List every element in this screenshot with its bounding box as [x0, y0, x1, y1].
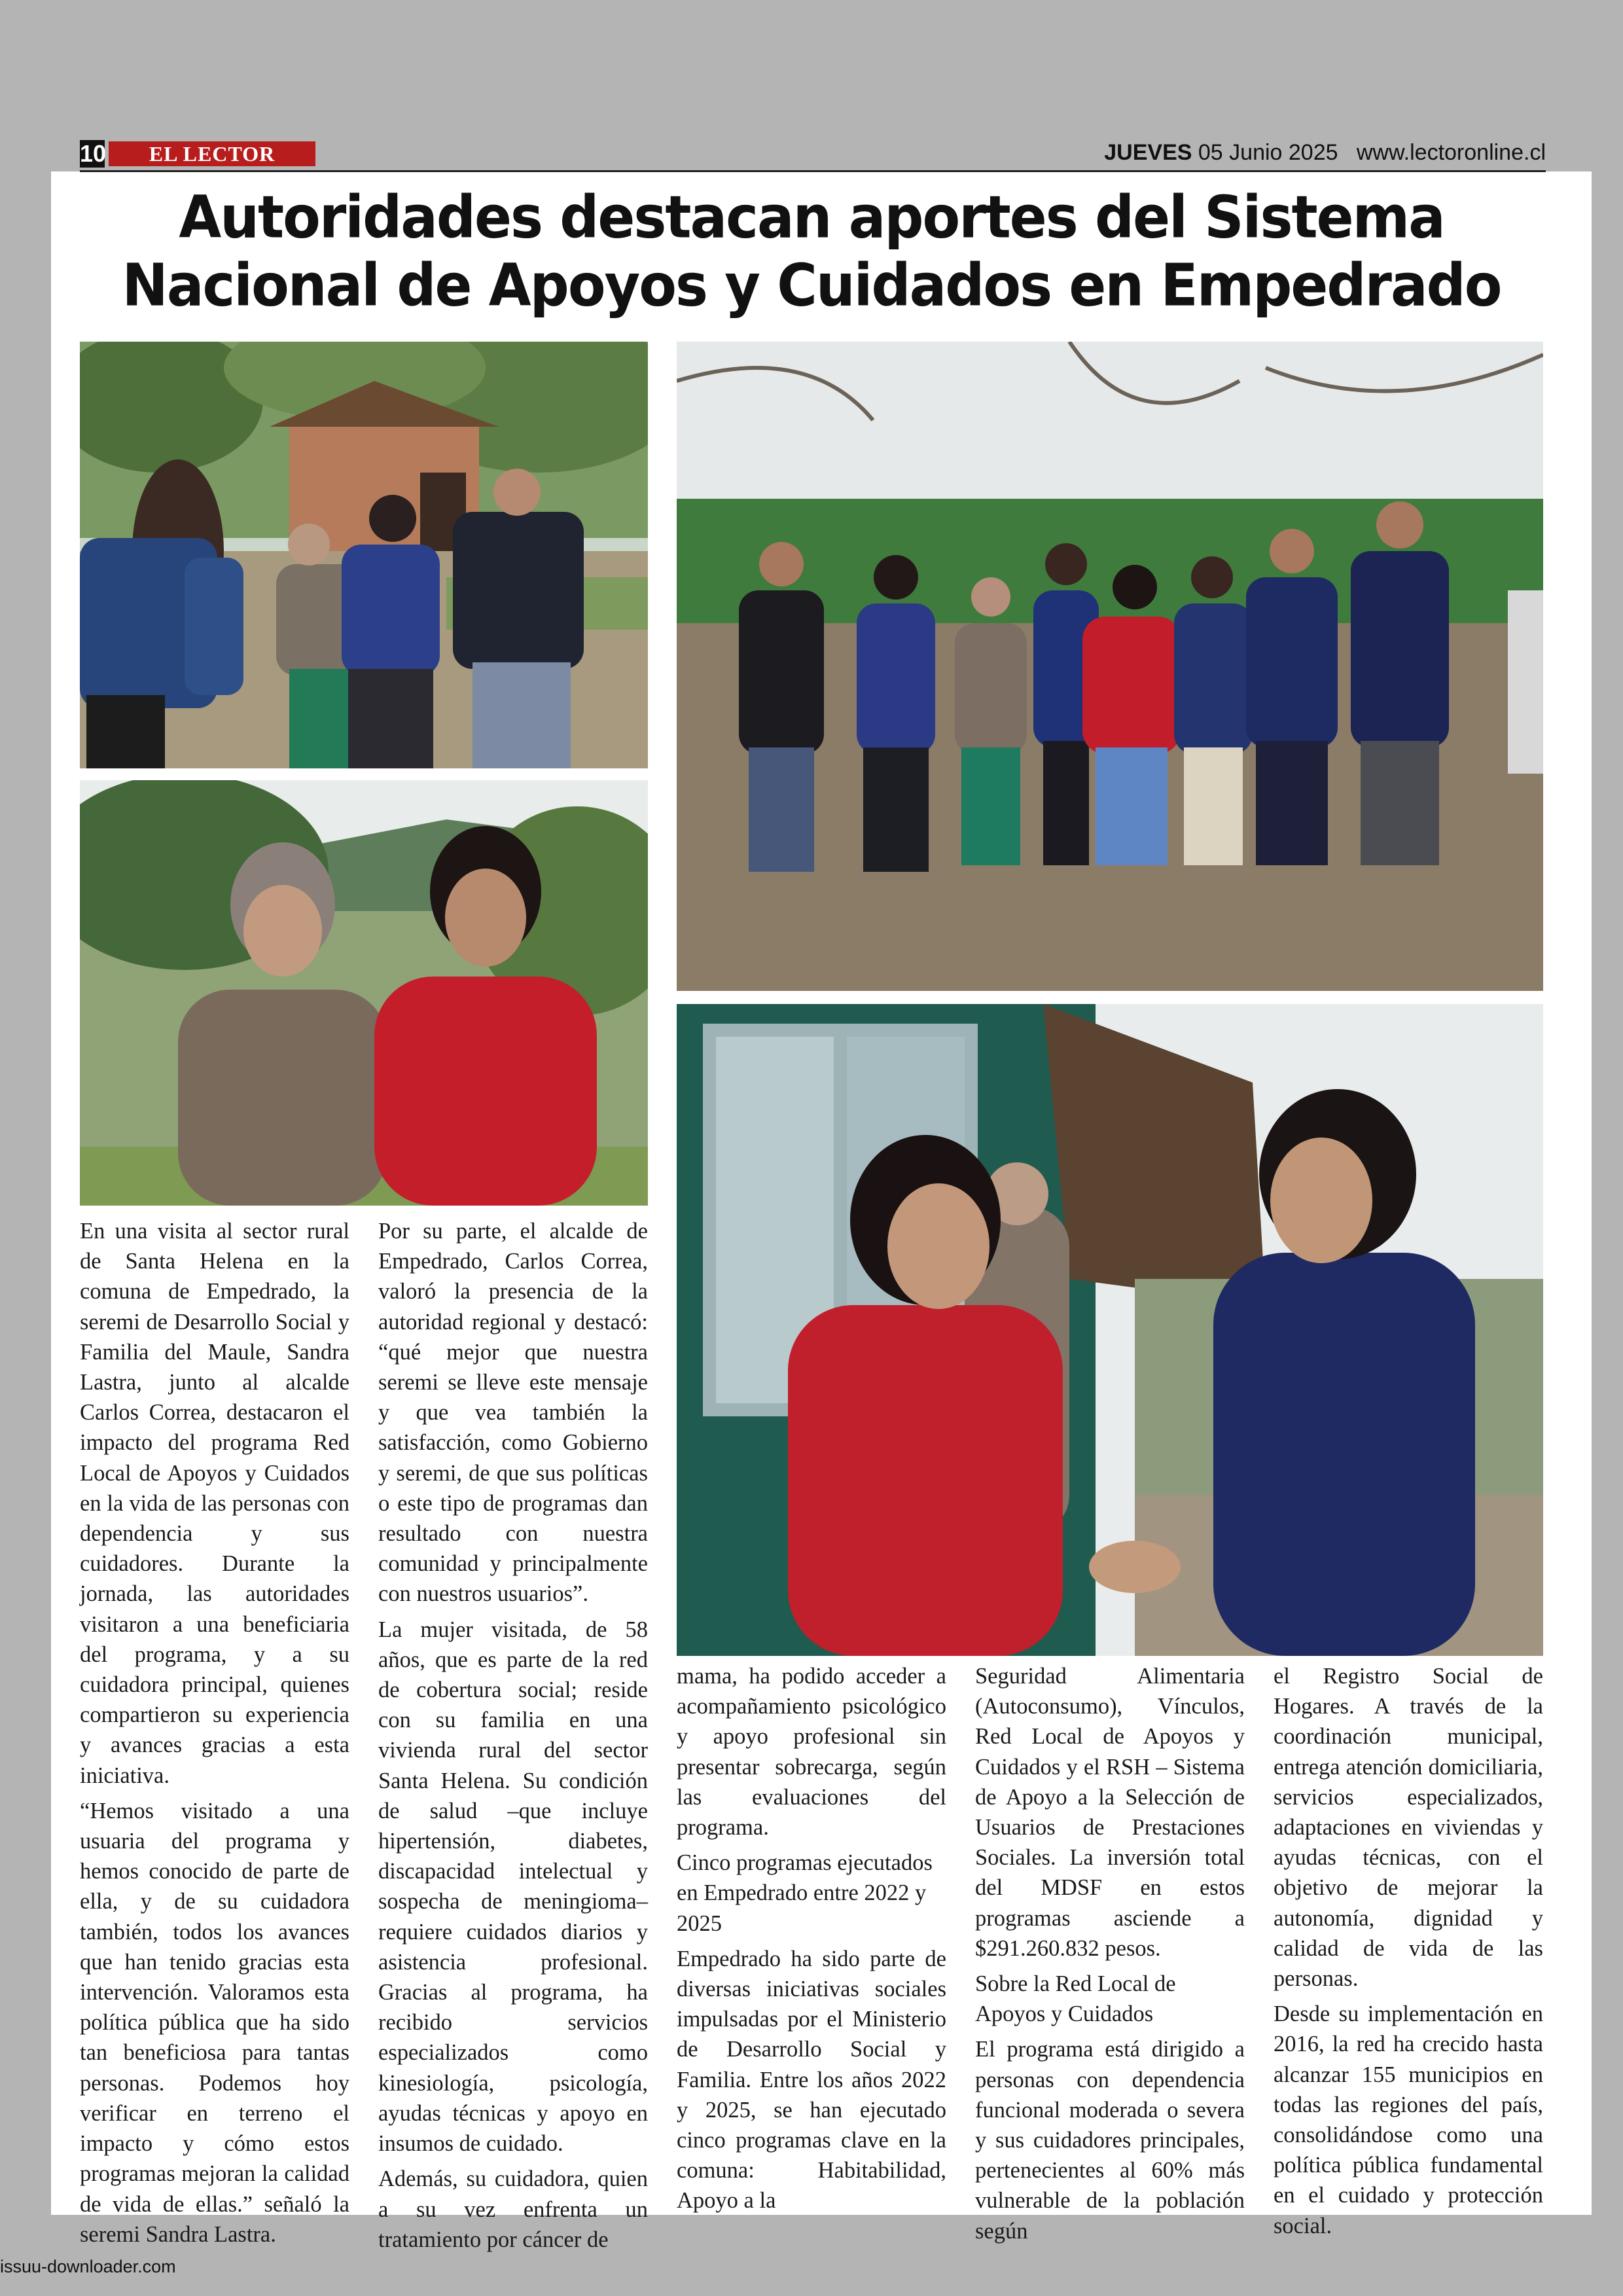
paragraph: Seguridad Alimentaria (Autoconsumo), Vínculos, Red Local de Apoyos y Cuidados y el RSH – Sistema de Apoyo a la Selección de Usuarios de Prestaciones Sociales. La inversión total del MDSF en estos programas asciende a $291.260.832 pesos.: [975, 1664, 1245, 1961]
paragraph: Empedrado ha sido parte de diversas iniciativas sociales impulsadas por el Ministerio de Desarrollo Social y Familia. Entre los años 2022 y 2025, se han ejecutado cinco programas clave en la comuna: Habitabilidad, Apoyo a la: [677, 1946, 946, 2214]
paragraph: La mujer visitada, de 58 años, que es parte de la red de cobertura social; reside con su familia en una vivienda rural del sector Santa Helena. Su condición de salud –que incluye hipertensión, diabetes, discapacidad intelectual y sospecha de meningioma– requiere cuidados diarios y asistencia profesional. Gracias al programa, ha recibido servicios especializados como kinesiología, psicología, ayudas técnicas y apoyo en insumos de cuidado.: [378, 1617, 648, 2157]
paragraph: “Hemos visitado a una usuaria del programa y hemos conocido de parte de ella, y de su cuidadora también, todos los avances que han tenido gracias esta intervención. Valoramos esta política pública que ha sido tan beneficiosa para tantas personas. Podemos hoy verificar en terreno el impacto y cómo estos programas mejoran la calidad de vida de ellas.” señaló la seremi Sandra Lastra.: [80, 1798, 349, 2247]
masthead-logo: EL LECTOR: [109, 141, 315, 166]
issue-date: [1104, 140, 1546, 166]
paragraph: En una visita al sector rural de Santa Helena en la comuna de Empedrado, la seremi de Desarrollo Social y Familia del Maule, Sandra Lastra, junto al alcalde Carlos Correa, destacaron el impacto del programa Red Local de Apoyos y Cuidados en la vida de las personas con dependencia y sus cuidadores. Durante la jornada, las autoridades visitaron a una beneficiaria del programa, y a su cuidadora principal, quienes compartieron su experiencia y avances gracias a esta iniciativa.: [80, 1219, 349, 1788]
paragraph: El programa está dirigido a personas con dependencia funcional moderada o severa y sus cuidadores principales, pertenecientes al 60% más vulnerable de la población según: [975, 2037, 1245, 2244]
paragraph: Además, su cuidadora, quien a su vez enfrenta un tratamiento por cáncer de: [378, 2166, 648, 2252]
paragraph: el Registro Social de Hogares. A través de la coordinación municipal, entrega atención domiciliaria, servicios especializados, adaptaciones en viviendas y ayudas técnicas, con el objetivo de mejorar la autonomía, dignidad y calidad de vida de las personas.: [1274, 1664, 1543, 1992]
article-column-1: [80, 1216, 349, 2255]
photo-handshake: [677, 1004, 1543, 1656]
header-divider: [80, 170, 1546, 172]
photo-beneficiary-and-caregiver: [80, 780, 648, 1206]
page-header: [80, 137, 1546, 173]
article-column-4: [975, 1661, 1245, 2251]
issue-day: JUEVES: [1104, 140, 1192, 165]
photo-group-portrait: [677, 342, 1543, 991]
section-subheading: Cinco programas ejecutados en Empedrado entre 2022 y 2025: [677, 1850, 933, 1936]
page-number: 10: [80, 140, 107, 167]
article-headline: Autoridades destacan aportes del Sistema Nacional de Apoyos y Cuidados en Empedrado: [122, 183, 1501, 319]
paragraph: Desde su implementación en 2016, la red ha crecido hasta alcanzar 155 municipios en todas las regiones del país, consolidándose como una política pública fundamental en el cuidado y protección social.: [1274, 2001, 1543, 2238]
section-subheading: Sobre la Red Local de Apoyos y Cuidados: [975, 1971, 1176, 2027]
paragraph: mama, ha podido acceder a acompañamiento psicológico y apoyo profesional sin presentar sobrecarga, según las evaluaciones del programa.: [677, 1664, 946, 1840]
source-watermark: issuu-downloader.com: [0, 2257, 176, 2276]
paragraph: Por su parte, el alcalde de Empedrado, Carlos Correa, valoró la presencia de la autoridad regional y destacó: “qué mejor que nuestra seremi se lleve este mensaje y que vea también la satisfacción, como Gobierno y seremi, de que sus políticas o este tipo de programas dan resultado con nuestra comunidad y principalmente con nuestros usuarios”.: [378, 1219, 648, 1607]
article-column-2: [378, 1216, 648, 2260]
photo-visit-group: [80, 342, 648, 768]
website-link[interactable]: www.lectoronline.cl: [1356, 140, 1546, 165]
article-column-5: [1274, 1661, 1543, 2246]
issue-date-text: 05 Junio 2025: [1198, 140, 1338, 165]
article-column-3: [677, 1661, 946, 2221]
